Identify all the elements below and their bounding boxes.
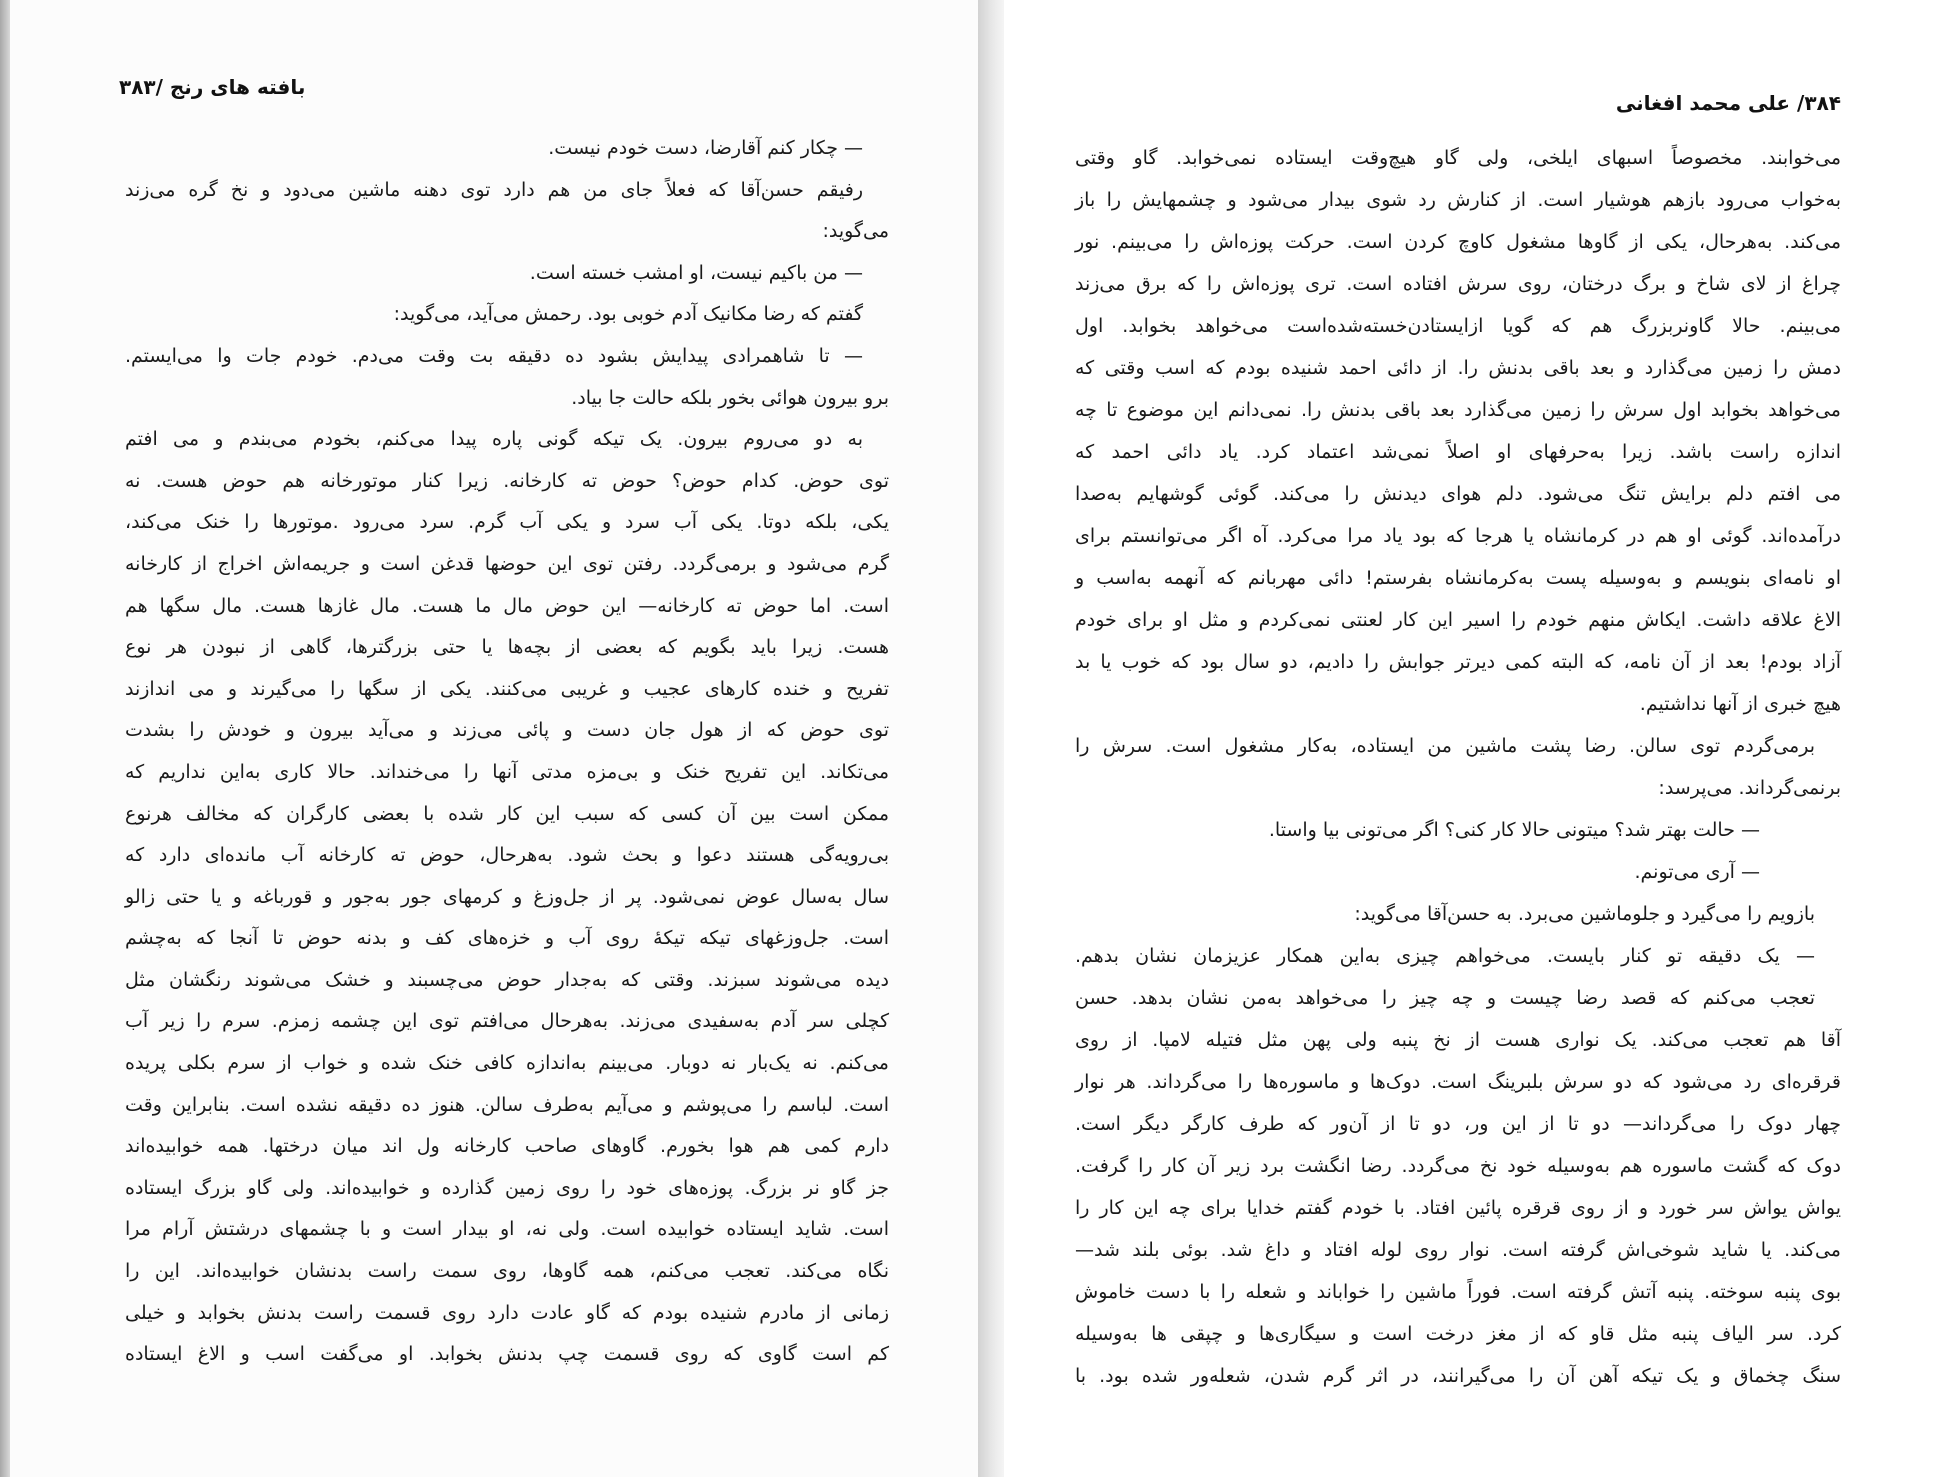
text-line: او نامه‌ای بنویسم و به‌وسیله پست به‌کرمانشاه بفرستم! دائی مهربانم که آنهمه به‌اسب و <box>1075 567 1841 589</box>
text-line: توی حوض که از هول جان دست و پائی می‌زند و می‌آید بیرون و خودش را بشدت <box>125 719 889 742</box>
text-line: می‌خواهد بخوابد اول سرش را زمین می‌گذارد بعد باقی بدنش را. نمی‌دانم این موضوع تا چه <box>1075 399 1841 421</box>
running-head-right: ۳۸۴/ علی محمد افغانی <box>1615 91 1841 115</box>
text-line: آزاد بودم! بعد از آن نامه، که البته کمی دیرتر جوابش را دادیم، دو سال بود که خوب یا بد <box>1075 651 1841 673</box>
text-line: نگاه می‌کند. تعجب می‌کنم، همه گاوها، روی سمت راست بدنشان خوابیده‌اند. این را <box>125 1260 889 1283</box>
text-line: است. اما حوض ته کارخانه— این حوض مال ما هست. مال غازها هست. مال سگها هم <box>125 594 889 617</box>
text-line: چهار دوک را می‌گرداند— دو تا از این ور، دو تا از آن‌ور که طرف کارگر دیگر است. <box>1075 1113 1841 1135</box>
text-line: هیچ خبری از آنها نداشتیم. <box>1639 693 1841 715</box>
text-line: یکی، بلکه دوتا. یکی آب سرد و یکی آب گرم. سرد می‌رود .موتورها را خنک می‌کند، <box>125 511 889 534</box>
right-text-block <box>1075 137 1841 1397</box>
text-line: است. شاید ایستاده خوابیده است. ولی نه، او بیدار است و با چشمهای درشتش آرام مرا <box>125 1218 889 1241</box>
text-line: می‌کند. یا شاید شوخی‌اش گرفته است. نوار روی لوله افتاد و داغ شد. بوئی بلند شد— <box>1075 1239 1841 1261</box>
text-line: کچلی سر آدم به‌سفیدی می‌زند. به‌هرحال می‌افتم توی این چشمه زمزم. سرم را زیر آب <box>125 1010 889 1033</box>
text-line: می‌تکاند. این تفریح خنک و بی‌مزه مدتی آنها را می‌خنداند. حالا کاری به‌این نداریم که <box>125 760 889 783</box>
left-text-block <box>125 128 889 1376</box>
text-line: هست. زیرا باید بگویم که بعضی از بچه‌ها یا حتی بزرگترها، گاهی از نبودن هر نوع <box>125 636 889 659</box>
text-line: تفریح و خنده کارهای عجیب و غریبی می‌کنند. یکی از سگها را می‌گیرند و می اندازند <box>125 677 889 700</box>
text-line: درآمده‌اند. گوئی او هم در کرمانشاه یا هرجا که بود یاد مرا می‌کرد. آه اگر می‌توانستم برای <box>1075 525 1841 547</box>
text-line: تعجب می‌کنم که قصد رضا چیست و چه چیز را می‌خواهد به‌من نشان بدهد. حسن <box>1075 987 1815 1009</box>
text-line: بی‌رویه‌گی هستند دعوا و بحث شود. به‌هرحال، حوض ته کارخانه آب مانده‌ای دارد که <box>125 844 889 867</box>
text-line: به دو می‌روم بیرون. یک تیکه گونی پاره پیدا می‌کنم، بخودم می‌بندم و می افتم <box>125 428 863 451</box>
text-line: است. لباسم را می‌پوشم و می‌آیم به‌طرف سالن. هنوز ده دقیقه نشده است. بنابراین وقت <box>125 1093 889 1116</box>
text-line: — من باکیم نیست، او امشب خسته است. <box>529 261 863 284</box>
text-line: بوی پنبه سوخته. پنبه آتش گرفته است. فوراً ماشین را خواباند و شعله را با دست خاموش <box>1075 1281 1841 1303</box>
left-edge-shadow <box>0 0 10 1477</box>
text-line: دارم کمی هم هوا بخورم. گاوهای صاحب کارخانه ول اند میان درختها. همه خوابیده‌اند <box>125 1135 889 1158</box>
text-line: — تا شاهمرادی پیدایش بشود ده دقیقه بت وقت می‌دم. خودم جات وا می‌ایستم. <box>125 344 863 367</box>
text-line: — یک دقیقه تو کنار بایست. می‌خواهم چیزی به‌این همکار عزیزمان نشان بدهم. <box>1075 945 1815 967</box>
text-line: چراغ از لای شاخ و برگ درختان، روی سرش افتاده است. تری پوزه‌اش را که برق می‌زند <box>1075 273 1841 295</box>
running-head-left: بافته های رنج /۳۸۳ <box>119 75 306 99</box>
text-line: — آری می‌تونم. <box>1634 861 1760 883</box>
right-page <box>1004 0 1949 1477</box>
text-line: دمش را زمین می‌گذارد و بعد باقی بدنش را. از دائی احمد شنیده بودم که اسب وقتی که <box>1075 357 1841 379</box>
text-line: — چکار کنم آقارضا، دست خودم نیست. <box>548 137 863 159</box>
text-line: کم است گاوی که روی قسمت چپ بدنش بخوابد. او می‌گفت اسب و الاغ ایستاده <box>125 1343 889 1366</box>
text-line: برنمی‌گرداند. می‌پرسد: <box>1658 777 1841 799</box>
text-line: است. جل‌وزغهای تیکه تیکهٔ روی آب و خزه‌های کف و بدنه حوض تا آنجا که به‌چشم <box>125 927 889 950</box>
text-line: گفتم که رضا مکانیک آدم خوبی بود. رحمش می‌آید، می‌گوید: <box>393 303 863 326</box>
text-line: زمانی از مادرم شنیده بودم که گاو عادت دارد روی قسمت راست بدنش بخوابد و خیلی <box>125 1301 889 1324</box>
text-line: می‌بینم. حالا گاونربزرگ هم که گویا ازایستادن‌خسته‌شده‌است می‌خواهد بخوابد. اول <box>1075 315 1841 337</box>
text-line: جز گاو نر بزرگ. پوزه‌های خود را روی زمین گذارده و خوابیده‌اند. ولی گاو بزرگ ایستاده <box>125 1176 889 1199</box>
text-line: سال به‌سال عوض نمی‌شود. پر از جل‌وزغ و کرمهای جور به‌جور و قورباغه و یا حتی زالو <box>125 885 889 908</box>
text-line: گرم می‌شود و برمی‌گردد. رفتن توی این حوضها قدغن است و جریمه‌اش اخراج از کارخانه <box>125 552 889 575</box>
text-line: کرد. سر الیاف پنبه مثل قاو که از مغز درخت است و سیگاری‌ها و چپقی ها به‌وسیله <box>1075 1323 1841 1345</box>
text-line: دیده می‌شوند سبزند. وقتی که به‌جدار حوض می‌چسبند و خشک می‌شوند رنگشان مثل <box>125 968 889 991</box>
text-line: یواش یواش سر خورد و از روی قرقره پائین افتاد. با خودم گفتم خدایا برای چه این کار را <box>1075 1197 1841 1219</box>
text-line: می‌خوابند. مخصوصاً اسبهای ایلخی، ولی گاو هیچ‌وقت ایستاده نمی‌خوابد. گاو وقتی <box>1075 147 1841 169</box>
text-line: اندازه راست باشد. زیرا به‌حرفهای او اصلاً نمی‌شد اعتماد کرد. یاد دائی احمد که <box>1075 441 1841 463</box>
gutter <box>978 0 1004 1477</box>
text-line: قرقره‌ای رد می‌شود که دو سرش بلبرینگ است. دوک‌ها و ماسوره‌ها را می‌گرداند. هر نوار <box>1075 1071 1841 1093</box>
text-line: ممکن است بین آن کسی که سبب این کار شده با بعضی کارگران که مخالف هرنوع <box>125 802 889 825</box>
text-line: برو بیرون هوائی بخور بلکه حالت جا بیاد. <box>571 386 889 409</box>
text-line: می‌کند. به‌هرحال، یکی از گاوها مشغول کاوچ کردن است. حرکت پوزه‌اش را می‌بینم. نور <box>1075 231 1841 253</box>
text-line: — حالت بهتر شد؟ میتونی حالا کار کنی؟ اگر می‌تونی بیا واستا. <box>1268 819 1760 841</box>
text-line: رفیقم حسن‌آقا که فعلاً جای من هم دارد توی دهنه ماشین می‌دود و نخ گره می‌زند <box>125 178 863 201</box>
text-line: بازویم را می‌گیرد و جلوماشین می‌برد. به حسن‌آقا می‌گوید: <box>1354 903 1815 925</box>
text-line: توی حوض. کدام حوض؟ حوض ته کارخانه. زیرا کنار موتورخانه هم حوض هست. نه <box>125 469 889 492</box>
text-line: به‌خواب می‌رود بازهم هوشیار است. از کنارش رد شوی بیدار می‌شود و چشمهایش را باز <box>1075 189 1841 211</box>
text-line: برمی‌گردم توی سالن. رضا پشت ماشین من ایستاده، به‌کار مشغول است. سرش را <box>1075 735 1815 757</box>
left-page <box>10 0 978 1477</box>
text-line: دوک که گشت ماسوره هم به‌وسیله خود نخ می‌گردد. رضا انگشت برد زیر آن کار را گرفت. <box>1075 1155 1841 1177</box>
text-line: سنگ چخماق و یک تیکه آهن آن را می‌گیرانند، در اثر گرم شدن، شعله‌ور شده بود. با <box>1075 1365 1841 1387</box>
text-line: می‌کنم. نه یک‌بار نه دوبار. می‌بینم به‌اندازه کافی خنک شده و خواب از سرم بکلی پریده <box>125 1052 889 1075</box>
text-line: الاغ علاقه داشت. ایکاش منهم خودم را اسیر این کار لعنتی نمی‌کردم و مثل او برای خودم <box>1075 609 1841 631</box>
text-line: آقا هم تعجب می‌کند. یک نواری هست از نخ پنبه ولی پهن مثل فتیله لامپا. از روی <box>1075 1029 1841 1051</box>
text-line: می افتم دلم برایش تنگ می‌شود. دلم هوای دیدنش را می‌کند. گوئی گوشهایم به‌صدا <box>1075 483 1841 505</box>
text-line: می‌گوید: <box>822 220 889 243</box>
